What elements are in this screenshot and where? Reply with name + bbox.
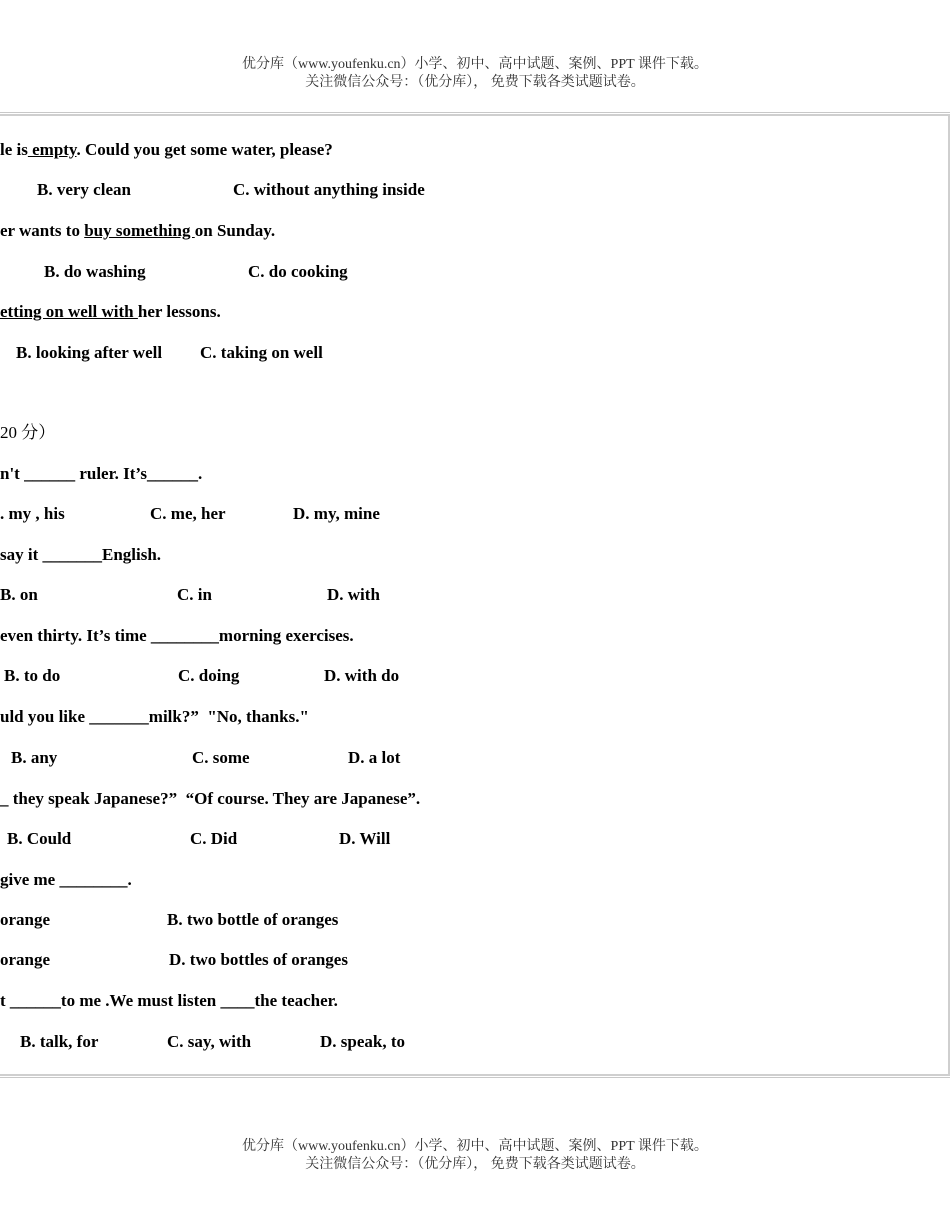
option-c: C. taking on well [200, 343, 323, 362]
option-c: C. do cooking [248, 262, 348, 281]
option-a: orange [0, 910, 51, 929]
option-d: D. my, mine [293, 504, 380, 523]
question-line: t ______to me .We must listen ____the teacher. [0, 991, 338, 1010]
option-c: C. doing [178, 666, 240, 685]
underlined-word: etting on well with [0, 302, 138, 321]
option-c: C. me, her [150, 504, 226, 523]
question-text: le is [0, 140, 28, 159]
option-b: B. talk, for [20, 1032, 99, 1051]
option-b: B. any [11, 748, 58, 767]
question-line: even thirty. It’s time ________morning exercises. [0, 626, 354, 645]
option-c: C. say, with [167, 1032, 252, 1051]
question-text: . Could you get some water, please? [76, 140, 333, 159]
footer-line-2: 关注微信公众号：（优分库）， 免费下载各类试题试卷。 [305, 1157, 645, 1172]
option-d: D. with [327, 585, 380, 604]
page-footer [0, 1138, 950, 1174]
option-b: B. Could [7, 829, 72, 848]
option-c: C. without anything inside [233, 180, 425, 199]
option-b: B. looking after well [16, 343, 163, 362]
question-line: n't ______ ruler. It’s______. [0, 464, 203, 483]
option-c: C. some [192, 748, 250, 767]
option-b: B. two bottle of oranges [167, 910, 339, 929]
underlined-word: empty [27, 140, 77, 159]
question-line: _ they speak Japanese?” “Of course. They are Japanese”. [0, 789, 421, 808]
header-line-2: 关注微信公众号：（优分库）， 免费下载各类试题试卷。 [305, 75, 645, 90]
question-line [0, 140, 333, 160]
question-line: give me ________. [0, 870, 132, 889]
question-line [0, 221, 275, 241]
question-box [0, 114, 950, 1076]
question-text: her lessons. [137, 302, 221, 321]
header-line-1: 优分库（www.youfenku.cn）小学、初中、高中试题、案例、PPT 课件下载。 [242, 57, 708, 72]
option-c: C. Did [190, 829, 238, 848]
option-b: B. very clean [37, 180, 131, 199]
underlined-word: buy something [84, 221, 195, 240]
option-b: B. to do [4, 666, 61, 685]
question-line [0, 302, 221, 322]
option-c: orange [0, 950, 51, 969]
question-text: on Sunday. [194, 221, 276, 240]
page-header [0, 56, 950, 92]
option-d: D. a lot [348, 748, 401, 767]
option-d: D. two bottles of oranges [169, 950, 348, 969]
question-line: uld you like _______milk?” "No, thanks." [0, 707, 309, 726]
header-divider [0, 112, 950, 113]
section-heading: 20 分） [0, 423, 56, 442]
option-b: B. do washing [44, 262, 146, 281]
option-d: D. speak, to [320, 1032, 406, 1051]
option-b: B. on [0, 585, 38, 604]
footer-line-1: 优分库（www.youfenku.cn）小学、初中、高中试题、案例、PPT 课件下载。 [242, 1139, 708, 1154]
option-b: . my , his [0, 504, 65, 523]
option-d: D. with do [324, 666, 400, 685]
footer-divider [0, 1077, 950, 1078]
option-d: D. Will [339, 829, 391, 848]
question-text: er wants to [0, 221, 85, 240]
question-line: say it _______English. [0, 545, 162, 564]
option-c: C. in [177, 585, 212, 604]
